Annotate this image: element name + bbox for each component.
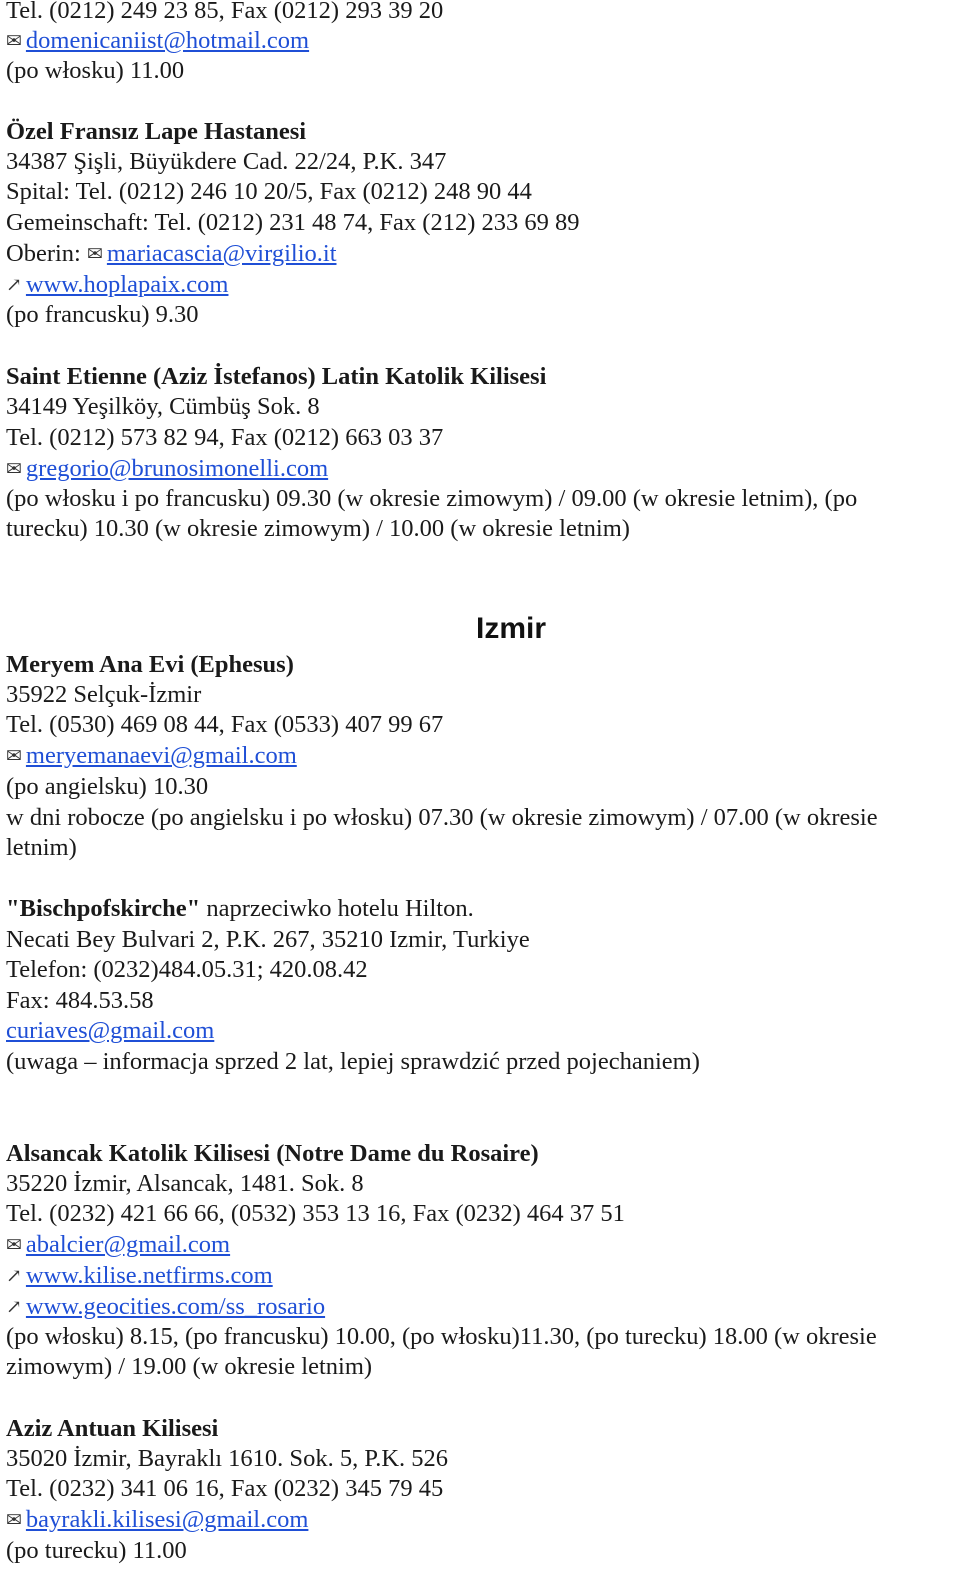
etienne-mass-1: (po włosku i po francusku) 09.30 (w okresie zimowym) / 09.00 (w okresie letnim), (po [6,485,858,512]
alsancak-tel: Tel. (0232) 421 66 66, (0532) 353 13 16, Fax (0232) 464 37 51 [6,1200,625,1227]
alsancak-address: 35220 İzmir, Alsancak, 1481. Sok. 8 [6,1170,364,1197]
lape-oberin-line [6,239,954,270]
meryem-mass-2b: letnim) [6,834,77,861]
bischof-name-line [6,894,954,924]
lape-name: Özel Fransız Lape Hastanesi [6,118,307,145]
alsancak-web1-line [6,1261,954,1292]
alsancak-web2-line [6,1292,954,1323]
bischof-address: Necati Bey Bulvari 2, P.K. 267, 35210 Izmir, Turkiye [6,926,530,953]
meryem-mass-2a: w dni robocze (po angielsku i po włosku) 07.30 (w okresie zimowym) / 07.00 (w okresie [6,804,878,831]
bischof-note: (uwaga – informacja sprzed 2 lat, lepiej sprawdzić przed pojechaniem) [6,1048,700,1075]
bischof-name: "Bischpofskirche" [6,895,201,922]
antuan-tel: Tel. (0232) 341 06 16, Fax (0232) 345 79 45 [6,1475,444,1502]
bischof-tel: Telefon: (0232)484.05.31; 420.08.42 [6,956,368,983]
alsancak-mass-2: zimowym) / 19.00 (w okresie letnim) [6,1353,373,1380]
antuan-email-line [6,1505,954,1536]
oberin-label: Oberin: [6,240,81,267]
lape-address: 34387 Şişli, Büyükdere Cad. 22/24, P.K. 347 [6,148,447,175]
envelope-icon: ✉ [6,1235,22,1256]
alsancak-mass-1: (po włosku) 8.15, (po francusku) 10.00, (po włosku)11.30, (po turecku) 18.00 (w okresie [6,1323,877,1350]
envelope-icon: ✉ [6,1510,22,1531]
top-mass-line: (po włosku) 11.00 [6,57,185,84]
city-heading: Izmir [475,612,547,645]
antuan-mass: (po turecku) 11.00 [6,1537,187,1564]
lape-email-link[interactable]: ✉ mariacascia@virgilio.it [87,240,337,267]
top-email-link[interactable]: ✉ domenicaniist@hotmail.com [6,27,309,54]
top-email-line [6,26,954,57]
bischof-email-line [6,1016,954,1046]
bischof-name-suffix: naprzeciwko hotelu Hilton. [200,895,474,922]
meryem-email-line [6,741,954,772]
alsancak-web1-link[interactable]: ↗ www.kilise.netfirms.com [6,1262,273,1289]
alsancak-email-line [6,1230,954,1261]
bischof-fax: Fax: 484.53.58 [6,987,154,1014]
lape-spital: Spital: Tel. (0212) 246 10 20/5, Fax (0212) 248 90 44 [6,178,532,205]
lape-gemeinschaft: Gemeinschaft: Tel. (0212) 231 48 74, Fax (212) 233 69 89 [6,209,580,236]
antuan-address: 35020 İzmir, Bayraklı 1610. Sok. 5, P.K. 526 [6,1445,449,1472]
lape-mass: (po francusku) 9.30 [6,301,199,328]
lape-web-link[interactable]: ↗ www.hoplapaix.com [6,271,228,298]
meryem-email-link[interactable]: ✉ meryemanaevi@gmail.com [6,742,297,769]
alsancak-name: Alsancak Katolik Kilisesi (Notre Dame du Rosaire) [6,1140,539,1167]
lape-web-line [6,270,954,301]
alsancak-email-link[interactable]: ✉ abalcier@gmail.com [6,1231,230,1258]
alsancak-web2-link[interactable]: ↗ www.geocities.com/ss_rosario [6,1293,325,1320]
envelope-icon: ✉ [6,31,22,52]
etienne-tel: Tel. (0212) 573 82 94, Fax (0212) 663 03 37 [6,424,444,451]
meryem-mass-1: (po angielsku) 10.30 [6,773,209,800]
etienne-email-line [6,454,954,485]
envelope-icon: ✉ [86,244,103,265]
meryem-tel: Tel. (0530) 469 08 44, Fax (0533) 407 99 67 [6,711,444,738]
antuan-email-link[interactable]: ✉ bayrakli.kilisesi@gmail.com [6,1506,308,1533]
meryem-address: 35922 Selçuk-İzmir [6,681,202,708]
bischof-email-link[interactable]: curiaves@gmail.com [6,1017,215,1044]
external-link-icon: ↗ [6,1266,22,1287]
etienne-name: Saint Etienne (Aziz İstefanos) Latin Katolik Kilisesi [6,363,547,390]
antuan-name: Aziz Antuan Kilisesi [6,1415,219,1442]
external-link-icon: ↗ [6,1297,22,1318]
etienne-email-link[interactable]: ✉ gregorio@brunosimonelli.com [6,455,328,482]
etienne-mass-2: turecku) 10.30 (w okresie zimowym) / 10.00 (w okresie letnim) [6,515,630,542]
envelope-icon: ✉ [6,746,22,767]
meryem-name: Meryem Ana Evi (Ephesus) [6,651,294,678]
envelope-icon: ✉ [6,459,22,480]
external-link-icon: ↗ [6,275,22,296]
top-tel-line: Tel. (0212) 249 23 85, Fax (0212) 293 39 20 [6,0,444,24]
etienne-address: 34149 Yeşilköy, Cümbüş Sok. 8 [6,393,320,420]
